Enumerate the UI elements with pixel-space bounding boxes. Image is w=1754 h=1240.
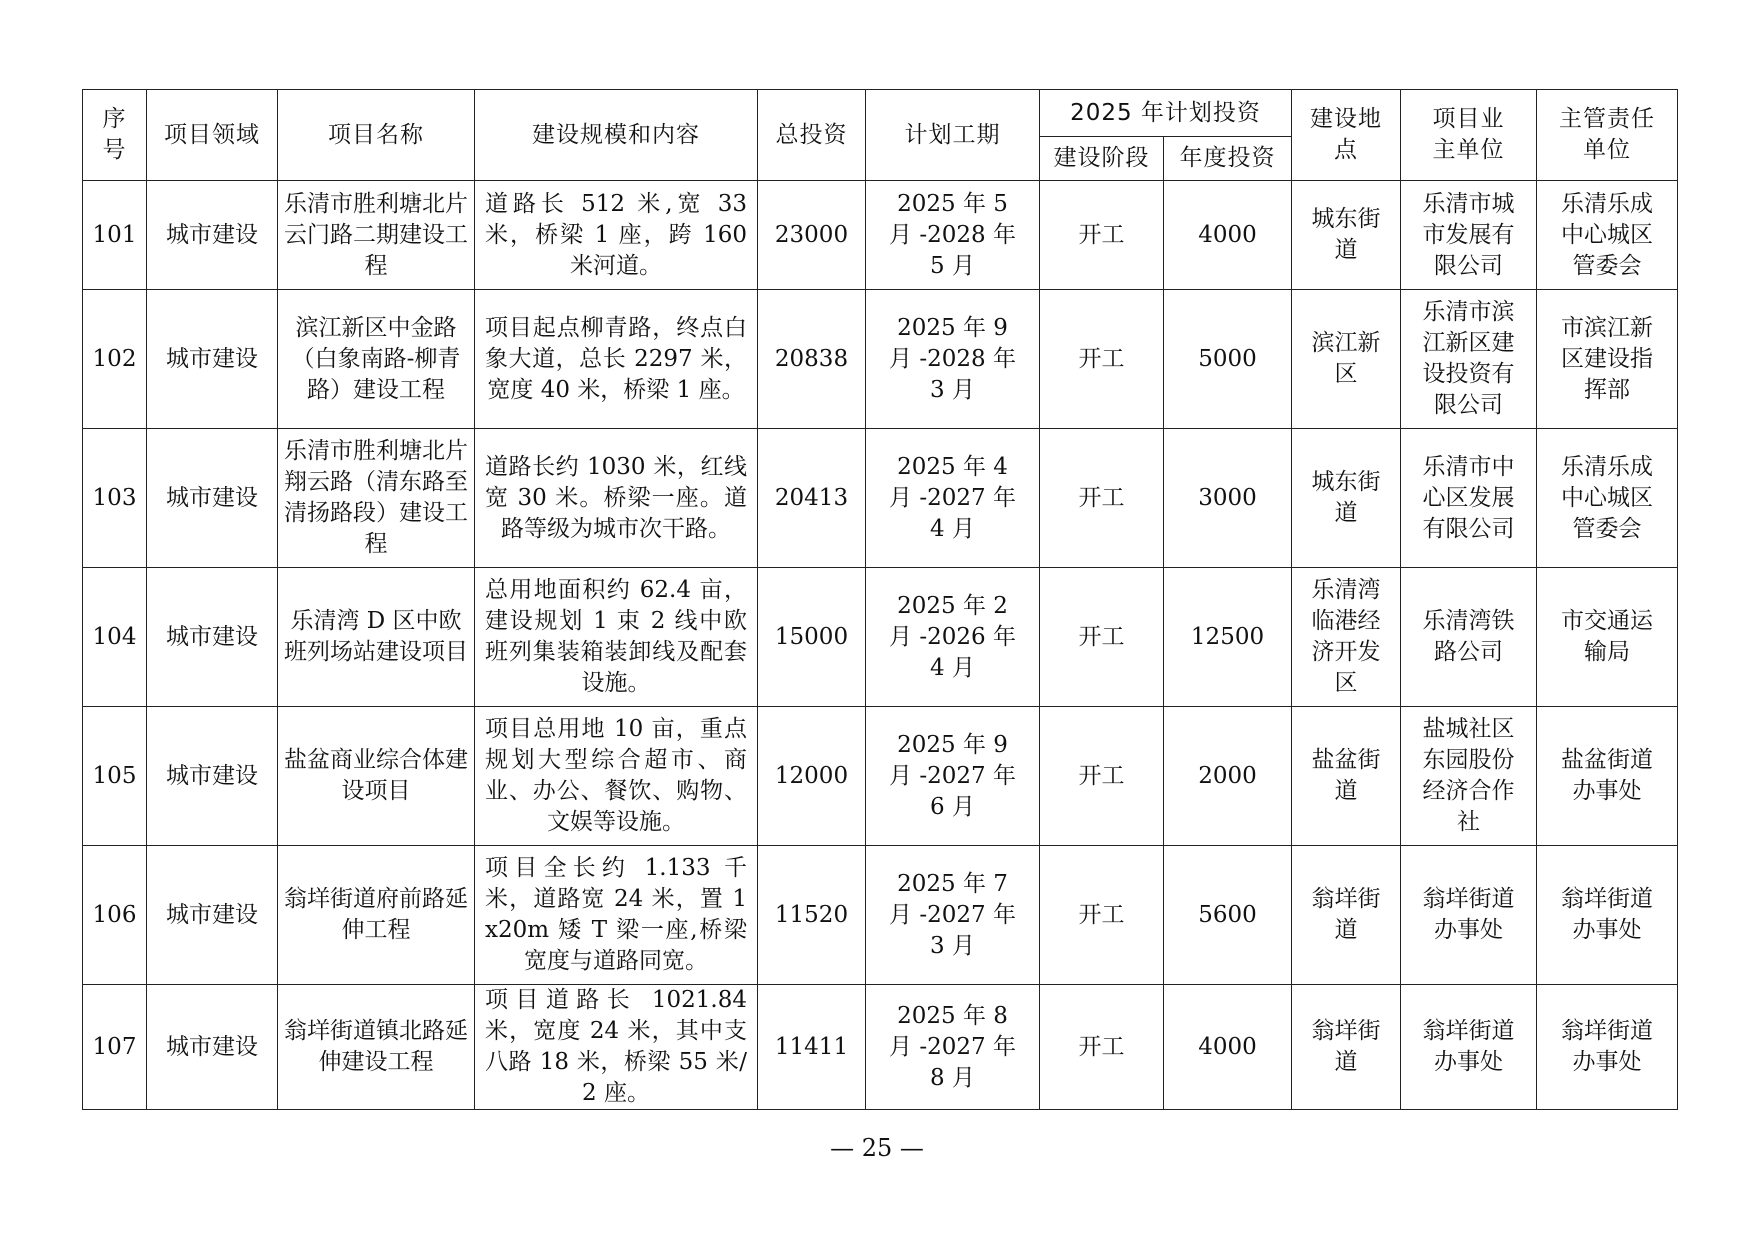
cell-project-name: 翁垟街道府前路延伸工程	[278, 846, 475, 985]
cell-owner: 翁垟街道办事处	[1401, 985, 1537, 1110]
header-domain: 项目领域	[147, 90, 278, 181]
header-name: 项目名称	[278, 90, 475, 181]
cell-period: 2025 年 8 月 -2027 年 8 月	[866, 985, 1040, 1110]
cell-owner: 乐清湾铁路公司	[1401, 568, 1537, 707]
cell-content: 道路长 512 米,宽 33 米，桥梁 1 座，跨 160 米河道。	[475, 181, 758, 290]
cell-annual-investment: 4000	[1164, 985, 1292, 1110]
cell-project-name: 翁垟街道镇北路延伸建设工程	[278, 985, 475, 1110]
cell-location: 滨江新区	[1292, 290, 1401, 429]
header-owner: 项目业主单位	[1401, 90, 1537, 181]
header-seq: 序号	[83, 90, 147, 181]
cell-total-investment: 15000	[758, 568, 866, 707]
cell-seq: 105	[83, 707, 147, 846]
cell-stage: 开工	[1040, 985, 1164, 1110]
cell-total-investment: 11411	[758, 985, 866, 1110]
cell-project-name: 滨江新区中金路（白象南路-柳青路）建设工程	[278, 290, 475, 429]
cell-domain: 城市建设	[147, 290, 278, 429]
cell-total-investment: 23000	[758, 181, 866, 290]
header-location: 建设地点	[1292, 90, 1401, 181]
cell-seq: 106	[83, 846, 147, 985]
table-row	[83, 985, 1678, 1110]
cell-stage: 开工	[1040, 707, 1164, 846]
table-row	[83, 707, 1678, 846]
project-table	[82, 89, 1678, 1110]
header-annual: 年度投资	[1164, 137, 1292, 181]
cell-location: 翁垟街道	[1292, 985, 1401, 1110]
cell-annual-investment: 4000	[1164, 181, 1292, 290]
cell-location: 翁垟街道	[1292, 846, 1401, 985]
cell-supervisor: 市交通运输局	[1537, 568, 1678, 707]
cell-domain: 城市建设	[147, 568, 278, 707]
table-body	[83, 181, 1678, 1110]
cell-content: 项目道路长 1021.84 米，宽度 24 米，其中支八路 18 米，桥梁 55 米/2 座。	[475, 985, 758, 1110]
table-row	[83, 290, 1678, 429]
header-content: 建设规模和内容	[475, 90, 758, 181]
cell-period: 2025 年 7 月 -2027 年 3 月	[866, 846, 1040, 985]
cell-seq: 104	[83, 568, 147, 707]
cell-total-investment: 20838	[758, 290, 866, 429]
cell-domain: 城市建设	[147, 181, 278, 290]
cell-content: 总用地面积约 62.4 亩，建设规划 1 束 2 线中欧班列集装箱装卸线及配套设施。	[475, 568, 758, 707]
cell-content: 项目总用地 10 亩，重点规划大型综合超市、商业、办公、餐饮、购物、文娱等设施。	[475, 707, 758, 846]
cell-annual-investment: 3000	[1164, 429, 1292, 568]
cell-stage: 开工	[1040, 290, 1164, 429]
cell-content: 道路长约 1030 米，红线宽 30 米。桥梁一座。道路等级为城市次干路。	[475, 429, 758, 568]
cell-domain: 城市建设	[147, 846, 278, 985]
cell-owner: 盐城社区东园股份经济合作社	[1401, 707, 1537, 846]
cell-supervisor: 盐盆街道办事处	[1537, 707, 1678, 846]
cell-seq: 103	[83, 429, 147, 568]
cell-project-name: 乐清市胜利塘北片云门路二期建设工程	[278, 181, 475, 290]
cell-annual-investment: 5600	[1164, 846, 1292, 985]
header-stage: 建设阶段	[1040, 137, 1164, 181]
cell-location: 盐盆街道	[1292, 707, 1401, 846]
cell-owner: 乐清市滨江新区建设投资有限公司	[1401, 290, 1537, 429]
cell-project-name: 盐盆商业综合体建设项目	[278, 707, 475, 846]
cell-period: 2025 年 9 月 -2027 年 6 月	[866, 707, 1040, 846]
cell-project-name: 乐清湾 D 区中欧班列场站建设项目	[278, 568, 475, 707]
page-number: — 25 —	[830, 1134, 924, 1162]
cell-domain: 城市建设	[147, 985, 278, 1110]
header-total: 总投资	[758, 90, 866, 181]
cell-content: 项目起点柳青路，终点白象大道，总长 2297 米，宽度 40 米，桥梁 1 座。	[475, 290, 758, 429]
cell-supervisor: 翁垟街道办事处	[1537, 846, 1678, 985]
cell-seq: 107	[83, 985, 147, 1110]
cell-annual-investment: 5000	[1164, 290, 1292, 429]
cell-period: 2025 年 5 月 -2028 年 5 月	[866, 181, 1040, 290]
cell-seq: 102	[83, 290, 147, 429]
cell-content: 项目全长约 1.133 千米，道路宽 24 米，置 1x20m 矮 T 梁一座,桥梁宽度与道路同宽。	[475, 846, 758, 985]
cell-total-investment: 12000	[758, 707, 866, 846]
cell-project-name: 乐清市胜利塘北片翔云路（清东路至清扬路段）建设工程	[278, 429, 475, 568]
cell-owner: 乐清市城市发展有限公司	[1401, 181, 1537, 290]
cell-owner: 翁垟街道办事处	[1401, 846, 1537, 985]
table-row	[83, 568, 1678, 707]
table-row	[83, 846, 1678, 985]
cell-stage: 开工	[1040, 181, 1164, 290]
cell-annual-investment: 12500	[1164, 568, 1292, 707]
cell-location: 乐清湾临港经济开发区	[1292, 568, 1401, 707]
cell-total-investment: 11520	[758, 846, 866, 985]
cell-location: 城东街道	[1292, 429, 1401, 568]
cell-annual-investment: 2000	[1164, 707, 1292, 846]
cell-supervisor: 乐清乐成中心城区管委会	[1537, 429, 1678, 568]
cell-seq: 101	[83, 181, 147, 290]
cell-period: 2025 年 2 月 -2026 年 4 月	[866, 568, 1040, 707]
header-plan-group: 2025 年计划投资	[1040, 90, 1292, 137]
cell-domain: 城市建设	[147, 429, 278, 568]
cell-period: 2025 年 4 月 -2027 年 4 月	[866, 429, 1040, 568]
table-row	[83, 181, 1678, 290]
table-row	[83, 429, 1678, 568]
cell-period: 2025 年 9 月 -2028 年 3 月	[866, 290, 1040, 429]
cell-location: 城东街道	[1292, 181, 1401, 290]
cell-stage: 开工	[1040, 429, 1164, 568]
header-supervisor: 主管责任单位	[1537, 90, 1678, 181]
cell-supervisor: 市滨江新区建设指挥部	[1537, 290, 1678, 429]
cell-stage: 开工	[1040, 568, 1164, 707]
cell-domain: 城市建设	[147, 707, 278, 846]
cell-owner: 乐清市中心区发展有限公司	[1401, 429, 1537, 568]
cell-total-investment: 20413	[758, 429, 866, 568]
cell-supervisor: 乐清乐成中心城区管委会	[1537, 181, 1678, 290]
cell-supervisor: 翁垟街道办事处	[1537, 985, 1678, 1110]
cell-stage: 开工	[1040, 846, 1164, 985]
header-period: 计划工期	[866, 90, 1040, 181]
